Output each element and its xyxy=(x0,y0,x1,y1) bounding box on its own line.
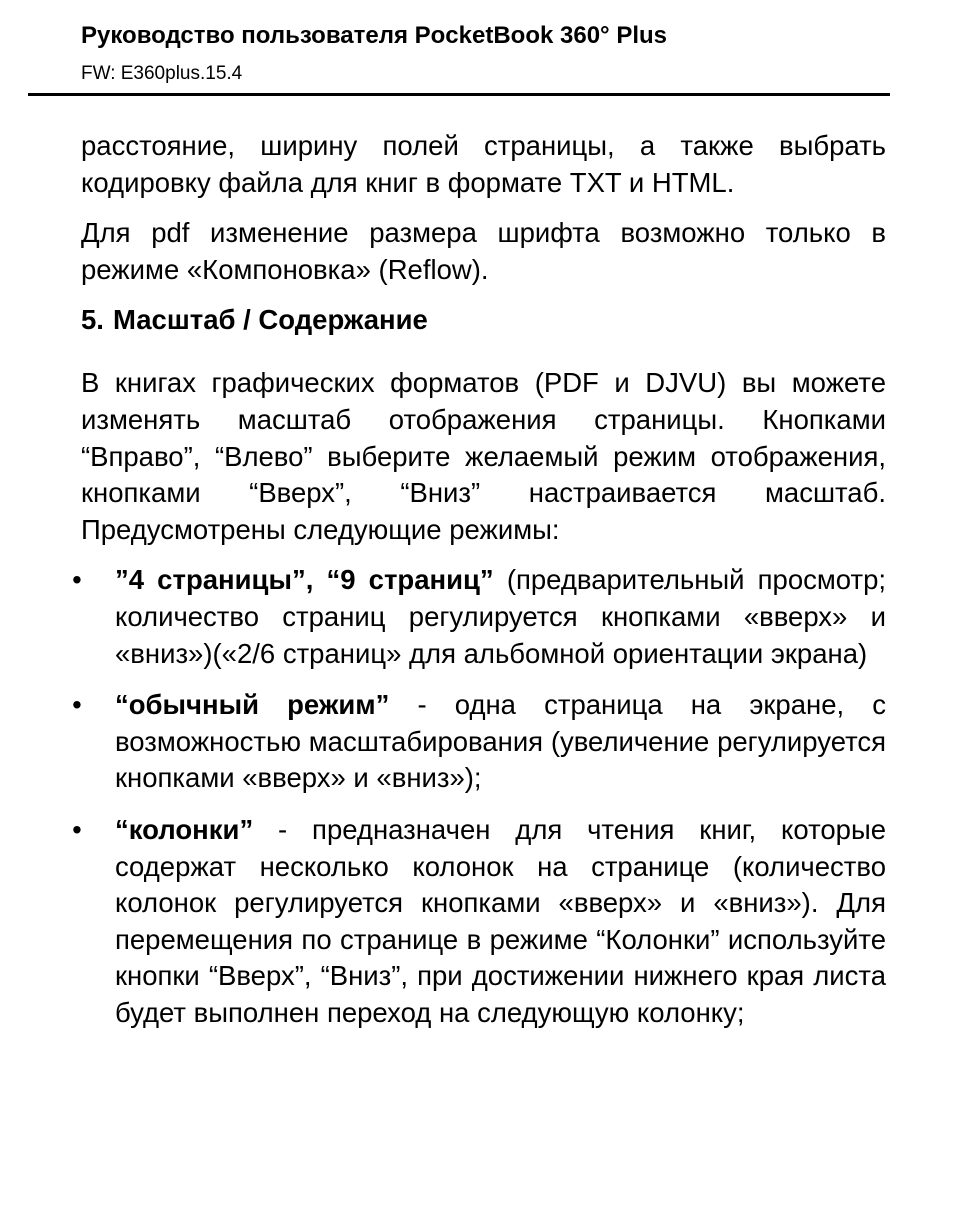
section-title: Масштаб / Содержание xyxy=(113,304,428,336)
bullet-marker: • xyxy=(72,564,82,596)
paragraph-zoom-intro: В книгах графических форматов (PDF и DJVU) вы можете изменять масштаб отображения страницы. Кнопками “Вправо”, “Влево” выберите желаемый режим отображения, кнопками “Вверх”, “Вниз” настраивается масштаб. Предусмотрены следующие режимы: xyxy=(81,367,886,545)
bullet-marker: • xyxy=(72,813,82,845)
bullet-marker: • xyxy=(72,689,82,721)
list-item xyxy=(72,562,887,672)
list-item xyxy=(72,687,886,797)
paragraph-pdf-font: Для pdf изменение размера шрифта возможно только в режиме «Компоновка» (Reflow). xyxy=(81,217,886,285)
header-divider xyxy=(28,93,890,96)
page-content xyxy=(72,128,887,1046)
section-number: 5. xyxy=(81,304,104,336)
header-title: Руководство пользователя PocketBook 360° Plus xyxy=(81,22,667,49)
zoom-modes-list xyxy=(72,562,887,1031)
list-item-text: - одна страница на экране, с возможностью масштабирования (увеличение регулируется кнопками «вверх» и «вниз»); xyxy=(115,689,886,794)
section-heading xyxy=(81,302,886,338)
list-item-term: “колонки” xyxy=(115,813,254,845)
header-firmware: FW: E360plus.15.4 xyxy=(81,63,243,84)
list-item-text: - предназначен для чтения книг, которые содержат несколько колонок на странице (количество колонок регулируется кнопками «вверх» и «вниз»). Для перемещения по странице в режиме “Колонки” используйте кнопки “Вверх”, “Вниз”, при достижении нижнего края листа будет выполнен переход на следующую колонку; xyxy=(115,813,886,1028)
page-header xyxy=(81,20,886,86)
list-item-term: “обычный режим” xyxy=(115,689,390,721)
paragraph-encoding: расстояние, ширину полей страницы, а также выбрать кодировку файла для книг в формате TXT и HTML. xyxy=(81,130,886,198)
list-item-term: ”4 страницы”, “9 страниц” xyxy=(115,564,494,596)
list-item xyxy=(72,812,886,1032)
list-item-text: (предварительный просмотр; количество страниц регулируется кнопками «вверх» и «вниз»)(«2/6 страниц» для альбомной ориентации экрана) xyxy=(115,564,887,669)
